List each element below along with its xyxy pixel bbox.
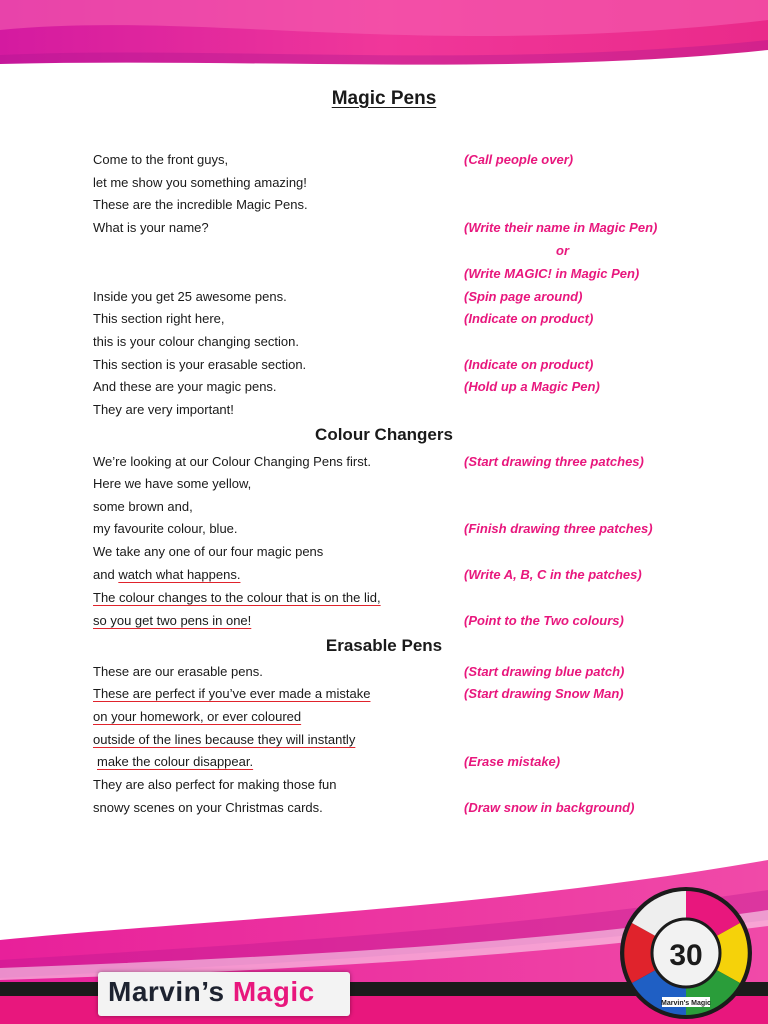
script-line: this is your colour changing section.	[93, 334, 299, 349]
script-line: This section right here,	[93, 311, 225, 326]
script-line: Inside you get 25 awesome pens.	[93, 289, 287, 304]
stage-direction: (Draw snow in background)	[464, 800, 635, 815]
section-heading-colour-changers: Colour Changers	[315, 425, 453, 444]
badge-caption: Marvin's Magic	[661, 1000, 711, 1007]
stage-direction: (Start drawing three patches)	[464, 454, 644, 469]
script-text: and	[93, 567, 119, 582]
script-line: They are very important!	[93, 402, 234, 417]
stage-direction: (Point to the Two colours)	[464, 613, 624, 628]
stage-direction: (Indicate on product)	[464, 311, 594, 326]
script-line-underlined: These are perfect if you’ve ever made a mistake	[93, 686, 371, 701]
stage-direction: (Write A, B, C in the patches)	[464, 567, 642, 582]
page-title: Magic Pens	[331, 88, 437, 109]
script-line: let me show you something amazing!	[93, 175, 307, 190]
script-line: my favourite colour, blue.	[93, 521, 238, 536]
stage-direction: (Start drawing Snow Man)	[464, 686, 624, 701]
script-line-underlined: so you get two pens in one!	[93, 613, 252, 628]
script-line: And these are your magic pens.	[93, 379, 277, 394]
anniversary-badge-icon	[618, 885, 754, 1021]
script-line: Here we have some yellow,	[93, 476, 252, 491]
brand-name-magic: Magic	[232, 976, 315, 1007]
stage-direction: (Write MAGIC! in Magic Pen)	[464, 266, 640, 281]
script-line-underlined: on your homework, or ever coloured	[93, 709, 302, 724]
script-line: Come to the front guys,	[93, 152, 229, 167]
script-line: They are also perfect for making those fun	[93, 777, 337, 792]
header-swoosh	[0, 0, 768, 80]
script-line: snowy scenes on your Christmas cards.	[93, 800, 323, 815]
stage-direction: (Finish drawing three patches)	[464, 521, 653, 536]
script-line-underlined: make the colour disappear.	[97, 754, 254, 769]
script-line: What is your name?	[93, 220, 209, 235]
stage-direction: (Spin page around)	[464, 289, 583, 304]
script-line: We’re looking at our Colour Changing Pens first.	[93, 454, 371, 469]
script-line: We take any one of our four magic pens	[93, 544, 324, 559]
stage-direction: (Hold up a Magic Pen)	[464, 379, 600, 394]
stage-direction: (Indicate on product)	[464, 357, 594, 372]
script-line: This section is your erasable section.	[93, 357, 307, 372]
script-line-underlined: outside of the lines because they will instantly	[93, 732, 356, 747]
script-line: These are the incredible Magic Pens.	[93, 197, 308, 212]
brand-logo	[108, 976, 315, 1008]
stage-direction: (Erase mistake)	[464, 754, 561, 769]
stage-direction: (Start drawing blue patch)	[464, 664, 625, 679]
script-line-underlined: The colour changes to the colour that is on the lid,	[93, 590, 381, 605]
script-line: some brown and,	[93, 499, 193, 514]
badge-number: 30	[669, 939, 703, 972]
section-heading-erasable-pens: Erasable Pens	[325, 636, 443, 655]
script-line	[93, 567, 240, 583]
stage-direction: (Write their name in Magic Pen)	[464, 220, 658, 235]
script-line: These are our erasable pens.	[93, 664, 263, 679]
underlined-text: watch what happens.	[118, 567, 241, 582]
stage-direction: or	[556, 243, 569, 258]
brand-name: Marvin’s	[108, 976, 233, 1007]
stage-direction: (Call people over)	[464, 152, 574, 167]
